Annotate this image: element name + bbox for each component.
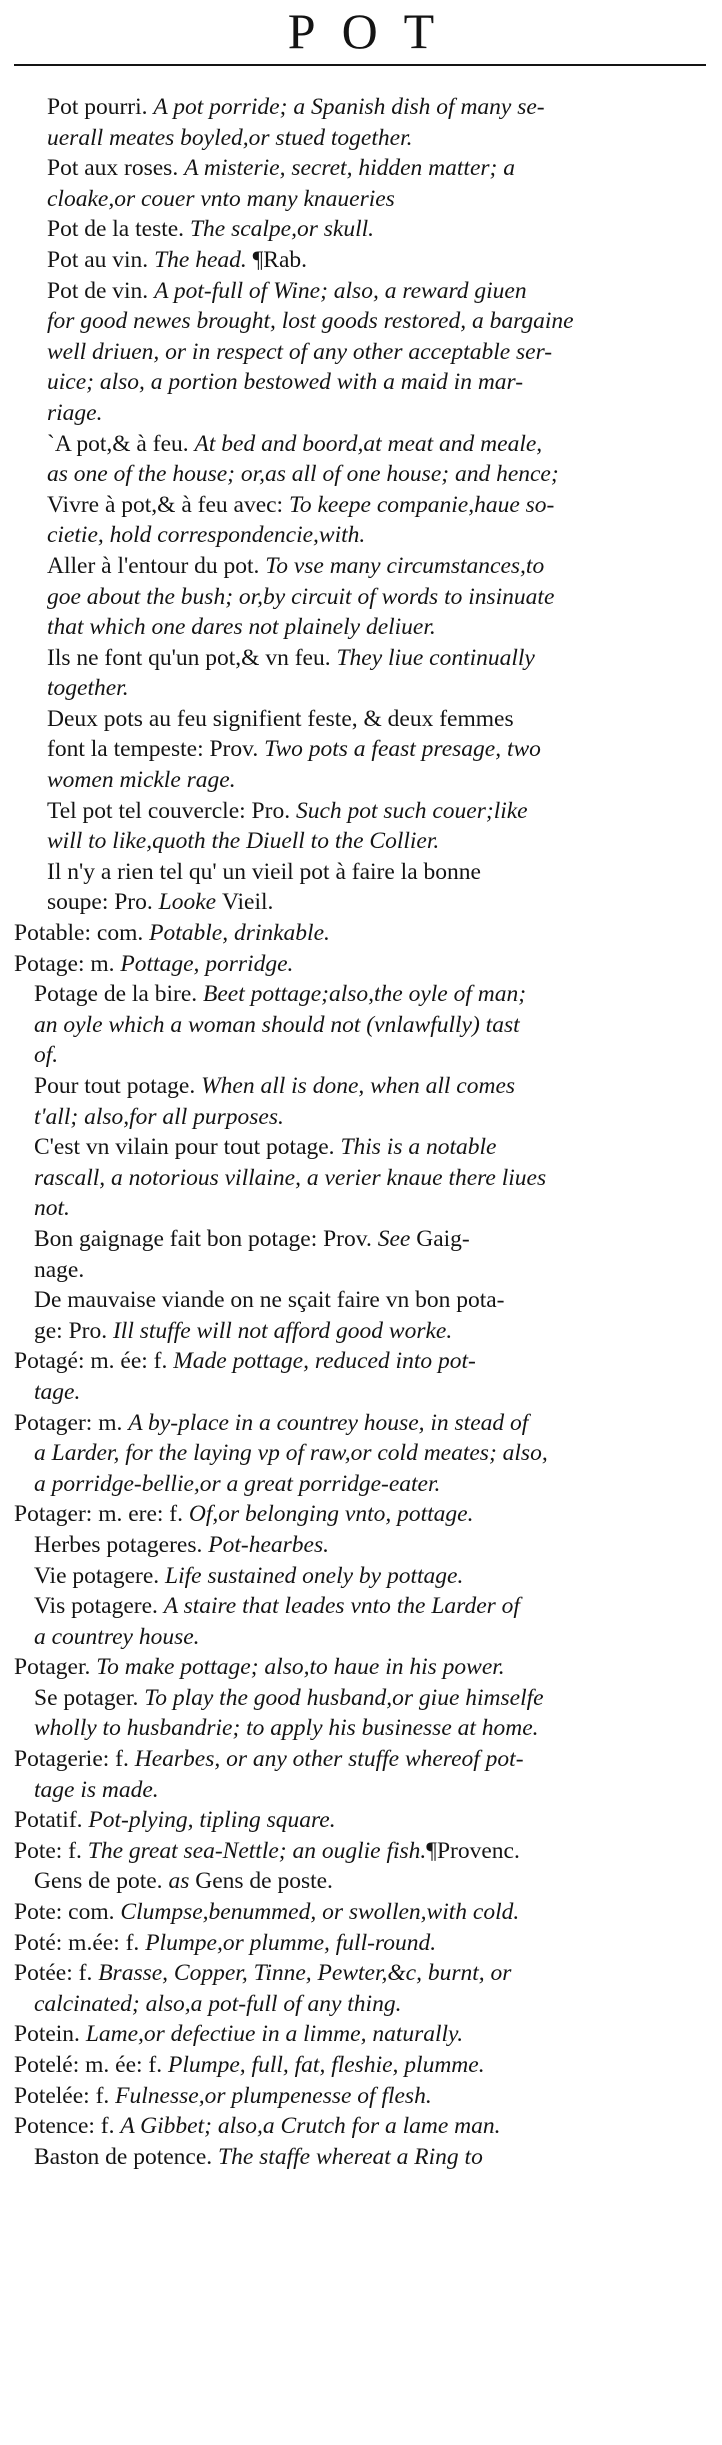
french-text: Pot pourri. bbox=[47, 94, 154, 120]
english-gloss: as bbox=[168, 1868, 196, 1895]
entry-headline bbox=[47, 92, 722, 123]
entry-headline bbox=[34, 1591, 722, 1622]
english-gloss: Plumpe,or plumme, full-round. bbox=[145, 1929, 437, 1956]
french-text: Potelée: f. bbox=[14, 2082, 116, 2109]
english-gloss: uice; also, a portion bestowed with a maid in mar- bbox=[47, 369, 524, 396]
french-text: Pot au vin. bbox=[47, 246, 155, 273]
dictionary-entry bbox=[0, 1652, 722, 1683]
dictionary-entry bbox=[0, 2111, 722, 2142]
english-gloss: A pot porride; a Spanish dish of many se- bbox=[153, 94, 545, 120]
dictionary-entry bbox=[0, 214, 722, 245]
french-text: `A pot,& à feu. bbox=[47, 430, 195, 457]
french-text: soupe: Pro. bbox=[47, 889, 159, 916]
english-gloss: Brasse, Copper, Tinne, Pewter,&c, burnt, or bbox=[98, 1960, 512, 1987]
dictionary-entry bbox=[0, 1928, 722, 1959]
english-gloss: Of,or belonging vnto, pottage. bbox=[188, 1501, 474, 1528]
entry-headline bbox=[47, 704, 722, 735]
english-gloss: To make pottage; also,to haue in his power. bbox=[96, 1654, 505, 1681]
french-text: ge: Pro. bbox=[34, 1317, 113, 1344]
entry-list bbox=[0, 92, 722, 2442]
english-gloss: A Gibbet; also,a Crutch for a lame man. bbox=[120, 2113, 501, 2140]
page-header-title: POT bbox=[287, 3, 461, 59]
dictionary-entry bbox=[0, 1499, 722, 1530]
french-text: Potable: com. bbox=[14, 920, 150, 947]
english-gloss: that which one dares not plainely deliuer. bbox=[47, 614, 436, 641]
french-text: Se potager. bbox=[34, 1684, 145, 1711]
french-text: font la tempeste: Prov. bbox=[47, 736, 265, 763]
french-text: Ils ne font qu'un pot,& vn feu. bbox=[47, 644, 337, 671]
french-text: Gens de pote. bbox=[34, 1868, 169, 1895]
entry-headline bbox=[14, 1499, 722, 1530]
dictionary-entry bbox=[0, 1805, 722, 1836]
dictionary-entry bbox=[0, 2081, 722, 2112]
dictionary-entry bbox=[0, 857, 722, 918]
english-gloss: Two pots a feast presage, two bbox=[264, 736, 541, 763]
french-text: Pour tout potage. bbox=[34, 1073, 202, 1099]
entry-headline bbox=[34, 1683, 722, 1714]
french-text: Deux pots au feu signifient feste, & deux femmes bbox=[47, 705, 514, 732]
dictionary-entry bbox=[0, 1071, 722, 1132]
entry-continuation-line bbox=[14, 1469, 722, 1500]
entry-continuation-line bbox=[47, 459, 722, 490]
english-gloss: A pot-full of Wine; also, a reward giuen bbox=[154, 277, 527, 304]
entry-continuation-line bbox=[47, 184, 722, 215]
dictionary-entry bbox=[0, 704, 722, 796]
french-text: Potager. bbox=[14, 1654, 97, 1681]
dictionary-entry bbox=[0, 1866, 722, 1897]
dictionary-entry bbox=[0, 92, 722, 153]
dictionary-entry bbox=[0, 1836, 722, 1867]
entry-continuation-line bbox=[47, 826, 722, 857]
entry-continuation-line bbox=[47, 765, 722, 796]
dictionary-entry bbox=[0, 1591, 722, 1652]
english-gloss: Clumpse,benummed, or swollen,with cold. bbox=[120, 1899, 520, 1926]
english-gloss: as one of the house; or,as all of one house; and hence; bbox=[47, 461, 559, 488]
english-gloss: Lame,or defectiue in a limme, naturally. bbox=[85, 2021, 464, 2048]
dictionary-entry bbox=[0, 1530, 722, 1561]
entry-headline bbox=[47, 857, 722, 888]
dictionary-entry bbox=[0, 551, 722, 643]
english-gloss: The scalpe,or skull. bbox=[189, 216, 375, 243]
entry-continuation-line bbox=[47, 337, 722, 368]
english-gloss: a Larder, for the laying vp of raw,or cold meates; also, bbox=[34, 1440, 548, 1467]
entry-headline bbox=[14, 2111, 722, 2142]
english-gloss: To play the good husband,or giue himselfe bbox=[144, 1684, 544, 1711]
entry-continuation-line bbox=[34, 1163, 722, 1194]
french-text: Vis potagere. bbox=[34, 1593, 164, 1620]
entry-headline bbox=[14, 1408, 722, 1439]
dictionary-entry bbox=[0, 1285, 722, 1346]
french-text: Potatif. bbox=[14, 1807, 89, 1834]
french-text: Vie potagere. bbox=[34, 1562, 166, 1589]
entry-headline bbox=[34, 1285, 722, 1316]
english-gloss: This is a notable bbox=[340, 1134, 497, 1161]
english-gloss: together. bbox=[47, 675, 129, 702]
entry-headline bbox=[14, 2019, 722, 2050]
dictionary-entry bbox=[0, 918, 722, 949]
entry-headline bbox=[34, 1561, 722, 1592]
entry-headline bbox=[47, 214, 722, 245]
english-gloss: for good newes brought, lost goods restored, a bargaine bbox=[47, 308, 574, 335]
english-gloss: will to like,quoth the Diuell to the Collier. bbox=[47, 828, 440, 855]
entry-headline bbox=[14, 1897, 722, 1928]
entry-continuation-line bbox=[34, 1102, 722, 1133]
english-gloss: goe about the bush; or,by circuit of words to insinuate bbox=[47, 583, 555, 610]
dictionary-entry bbox=[0, 796, 722, 857]
english-gloss: Pot-plying, tipling square. bbox=[88, 1807, 336, 1834]
french-text: Pot de la teste. bbox=[47, 216, 190, 243]
entry-headline bbox=[14, 1836, 722, 1867]
english-gloss: a countrey house. bbox=[34, 1623, 200, 1650]
french-text: Il n'y a rien tel qu' un vieil pot à faire la bonne bbox=[47, 858, 481, 885]
english-gloss: of. bbox=[34, 1042, 59, 1069]
entry-headline bbox=[14, 1958, 722, 1989]
entry-headline bbox=[14, 2050, 722, 2081]
english-gloss: Pot-hearbes. bbox=[208, 1531, 329, 1558]
french-text: Vieil. bbox=[221, 889, 274, 916]
dictionary-entry bbox=[0, 153, 722, 214]
english-gloss: A misterie, secret, hidden matter; a bbox=[184, 155, 515, 182]
entry-continuation-line bbox=[34, 1010, 722, 1041]
english-gloss: At bed and boord,at meat and meale, bbox=[194, 430, 543, 457]
dictionary-entry bbox=[0, 429, 722, 490]
entry-continuation-line bbox=[47, 306, 722, 337]
dictionary-entry bbox=[0, 2142, 722, 2173]
entry-continuation-line bbox=[34, 1713, 722, 1744]
french-text: Potage: m. bbox=[14, 950, 121, 977]
dictionary-entry bbox=[0, 276, 722, 429]
entry-headline bbox=[14, 918, 722, 949]
entry-continuation-line bbox=[34, 1193, 722, 1224]
english-gloss: riage. bbox=[47, 399, 103, 426]
dictionary-entry bbox=[0, 2050, 722, 2081]
french-text: Aller à l'entour du pot. bbox=[47, 552, 266, 579]
english-gloss: To vse many circumstances,to bbox=[265, 552, 545, 579]
entry-headline bbox=[14, 949, 722, 980]
french-text: Pote: com. bbox=[14, 1899, 121, 1926]
english-gloss: cietie, hold correspondencie,with. bbox=[47, 522, 366, 549]
english-gloss: They liue continually bbox=[336, 644, 535, 671]
entry-headline bbox=[34, 1224, 722, 1255]
english-gloss: not. bbox=[34, 1195, 70, 1222]
english-gloss: tage is made. bbox=[34, 1776, 159, 1803]
french-text: Potée: f. bbox=[14, 1960, 99, 1987]
dictionary-entry bbox=[0, 1346, 722, 1407]
english-gloss: A staire that leades vnto the Larder of bbox=[163, 1593, 520, 1620]
entry-headline bbox=[14, 1744, 722, 1775]
entry-headline bbox=[34, 1866, 722, 1897]
french-text: Poté: m.ée: f. bbox=[14, 1929, 146, 1956]
french-text: Potagé: m. ée: f. bbox=[14, 1348, 174, 1375]
english-gloss: The head. bbox=[154, 246, 253, 273]
french-text: nage. bbox=[34, 1256, 85, 1283]
english-gloss: Looke bbox=[158, 889, 222, 916]
entry-continuation-line bbox=[47, 887, 722, 918]
dictionary-entry bbox=[0, 2019, 722, 2050]
french-text: Gaig- bbox=[416, 1225, 470, 1252]
entry-headline bbox=[14, 1652, 722, 1683]
english-gloss: Fulnesse,or plumpenesse of flesh. bbox=[115, 2082, 432, 2109]
french-text: Tel pot tel couvercle: Pro. bbox=[47, 797, 296, 824]
english-gloss: A by-place in a countrey house, in stead of bbox=[128, 1409, 529, 1436]
english-gloss: Made pottage, reduced into pot- bbox=[173, 1348, 476, 1375]
french-text: Potelé: m. ée: f. bbox=[14, 2052, 169, 2078]
french-text: Potager: m. bbox=[14, 1409, 129, 1436]
french-text: Bon gaignage fait bon potage: Prov. bbox=[34, 1225, 378, 1252]
header-rule bbox=[14, 64, 706, 66]
english-gloss: well driuen, or in respect of any other acceptable ser- bbox=[47, 338, 553, 365]
entry-continuation-line bbox=[34, 1622, 722, 1653]
entry-continuation-line bbox=[47, 734, 722, 765]
entry-headline bbox=[14, 1805, 722, 1836]
french-text: Potence: f. bbox=[14, 2113, 121, 2140]
dictionary-entry bbox=[0, 245, 722, 276]
entry-continuation-line bbox=[14, 1438, 722, 1469]
dictionary-entry bbox=[0, 1224, 722, 1285]
entry-headline bbox=[47, 551, 722, 582]
dictionary-entry bbox=[0, 1408, 722, 1500]
french-text: Pot de vin. bbox=[47, 277, 155, 304]
entry-continuation-line bbox=[47, 582, 722, 613]
entry-continuation-line bbox=[14, 1989, 722, 2020]
entry-continuation-line bbox=[47, 398, 722, 429]
entry-continuation-line bbox=[47, 673, 722, 704]
english-gloss: Pottage, porridge. bbox=[120, 950, 294, 977]
entry-continuation-line bbox=[34, 1040, 722, 1071]
entry-headline bbox=[47, 643, 722, 674]
dictionary-entry bbox=[0, 1744, 722, 1805]
french-text: Gens de poste. bbox=[195, 1868, 333, 1895]
entry-continuation-line bbox=[47, 123, 722, 154]
english-gloss: t'all; also,for all purposes. bbox=[34, 1103, 284, 1130]
entry-headline bbox=[14, 2081, 722, 2112]
entry-continuation-line bbox=[34, 1316, 722, 1347]
english-gloss: uerall meates boyled,or stued together. bbox=[47, 124, 413, 151]
french-text: Vivre à pot,& à feu avec: bbox=[47, 491, 289, 518]
entry-headline bbox=[34, 979, 722, 1010]
english-gloss: When all is done, when all comes bbox=[201, 1073, 516, 1099]
english-gloss: a porridge-bellie,or a great porridge-eater. bbox=[34, 1470, 441, 1497]
entry-continuation-line bbox=[14, 1775, 722, 1806]
entry-headline bbox=[47, 153, 722, 184]
english-gloss: women mickle rage. bbox=[47, 767, 236, 794]
entry-headline bbox=[47, 796, 722, 827]
english-gloss: Plumpe, full, fat, fleshie, plumme. bbox=[168, 2052, 485, 2078]
english-gloss: rascall, a notorious villaine, a verier knaue there liues bbox=[34, 1164, 547, 1191]
entry-continuation-line bbox=[47, 612, 722, 643]
english-gloss: tage. bbox=[34, 1378, 81, 1405]
entry-headline bbox=[47, 490, 722, 521]
french-text: Herbes potageres. bbox=[34, 1531, 209, 1558]
dictionary-entry bbox=[0, 1683, 722, 1744]
english-gloss: Ill stuffe will not afford good worke. bbox=[112, 1317, 453, 1344]
english-gloss: Life sustained onely by pottage. bbox=[165, 1562, 464, 1589]
entry-headline bbox=[14, 1346, 722, 1377]
english-gloss: Hearbes, or any other stuffe whereof pot- bbox=[134, 1746, 524, 1773]
french-text: C'est vn vilain pour tout potage. bbox=[34, 1134, 341, 1161]
french-text: ¶Provenc. bbox=[426, 1837, 520, 1864]
english-gloss: The great sea-Nettle; an ouglie fish. bbox=[87, 1837, 427, 1864]
dictionary-entry bbox=[0, 949, 722, 980]
entry-headline bbox=[34, 2142, 722, 2173]
english-gloss: wholly to husbandrie; to apply his businesse at home. bbox=[34, 1715, 539, 1742]
french-text: Potagerie: f. bbox=[14, 1746, 135, 1773]
entry-continuation-line bbox=[47, 367, 722, 398]
dictionary-entry bbox=[0, 643, 722, 704]
french-text: ¶Rab. bbox=[252, 246, 308, 273]
english-gloss: To keepe companie,haue so- bbox=[288, 491, 555, 518]
french-text: Potein. bbox=[14, 2021, 86, 2048]
entry-headline bbox=[47, 276, 722, 307]
entry-headline bbox=[47, 245, 722, 276]
entry-headline bbox=[34, 1132, 722, 1163]
dictionary-entry bbox=[0, 1897, 722, 1928]
dictionary-entry bbox=[0, 1958, 722, 2019]
entry-headline bbox=[34, 1071, 722, 1102]
english-gloss: See bbox=[377, 1225, 417, 1252]
french-text: Potager: m. ere: f. bbox=[14, 1501, 189, 1528]
entry-headline bbox=[47, 429, 722, 460]
entry-headline bbox=[14, 1928, 722, 1959]
french-text: Pote: f. bbox=[14, 1837, 88, 1864]
dictionary-entry bbox=[0, 490, 722, 551]
english-gloss: Potable, drinkable. bbox=[149, 920, 330, 947]
english-gloss: an oyle which a woman should not (vnlawfully) tast bbox=[34, 1011, 520, 1038]
english-gloss: cloake,or couer vnto many knaueries bbox=[47, 185, 395, 212]
french-text: Potage de la bire. bbox=[34, 981, 204, 1008]
french-text: Pot aux roses. bbox=[47, 155, 185, 182]
english-gloss: Beet pottage;also,the oyle of man; bbox=[203, 981, 527, 1008]
dictionary-entry bbox=[0, 1561, 722, 1592]
french-text: Baston de potence. bbox=[34, 2143, 219, 2170]
dictionary-entry bbox=[0, 979, 722, 1071]
english-gloss: calcinated; also,a pot-full of any thing. bbox=[34, 1990, 402, 2017]
entry-continuation-line bbox=[34, 1255, 722, 1286]
entry-continuation-line bbox=[14, 1377, 722, 1408]
dictionary-entry bbox=[0, 1132, 722, 1224]
english-gloss: The staffe whereat a Ring to bbox=[218, 2143, 483, 2170]
french-text: De mauvaise viande on ne sçait faire vn bon pota- bbox=[34, 1287, 505, 1314]
entry-headline bbox=[34, 1530, 722, 1561]
english-gloss: Such pot such couer;like bbox=[295, 797, 528, 824]
entry-continuation-line bbox=[47, 520, 722, 551]
